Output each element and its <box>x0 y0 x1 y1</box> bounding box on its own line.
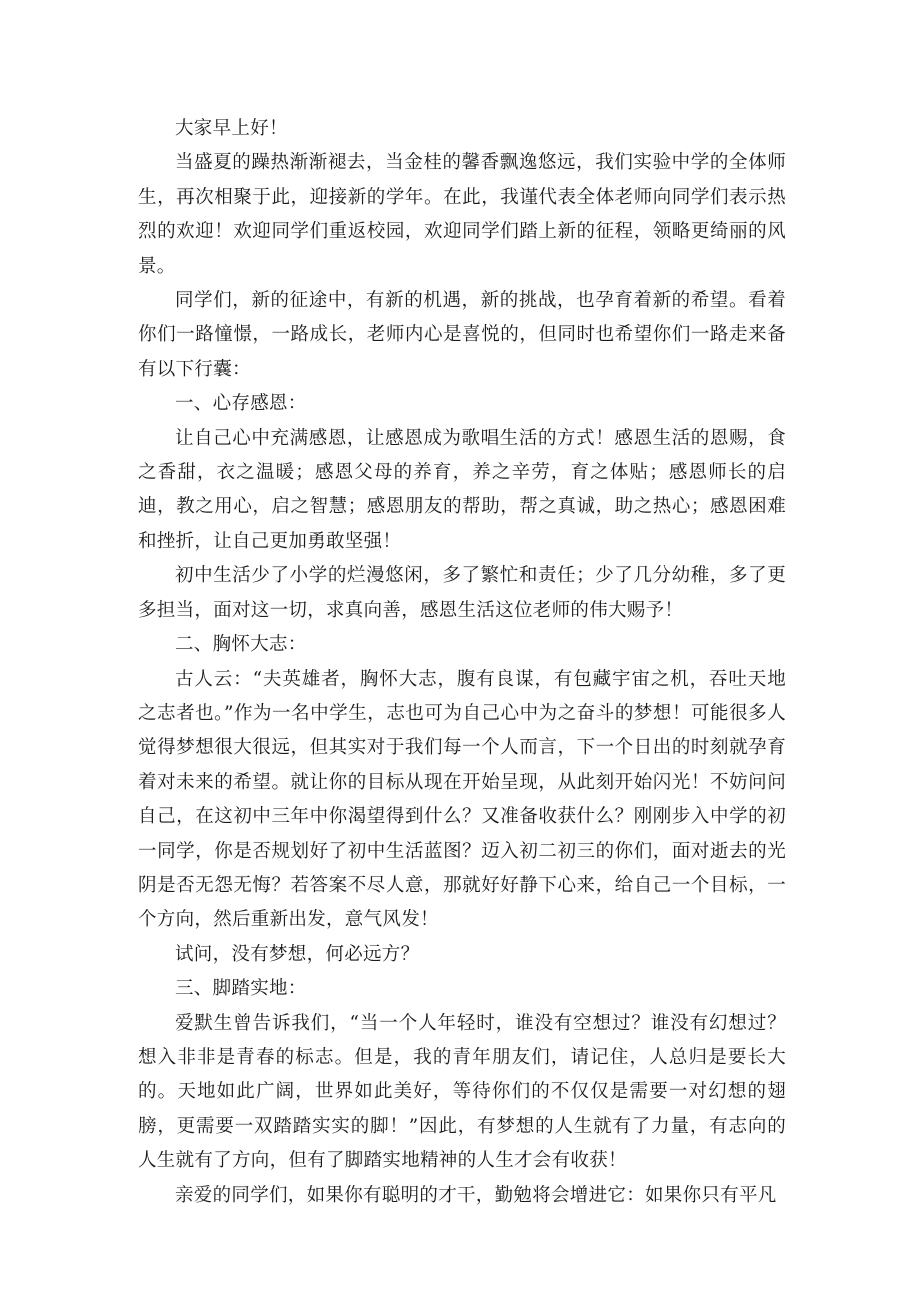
emerson-paragraph: 爱默生曾告诉我们，“当一个人年轻时，谁没有空想过？谁没有幻想过？想入非非是青春的标志。但是，我的青年朋友们，请记住，人总归是要长大的。天地如此广阔，世界如此美好，等待你们的不仅仅是需要一对幻想的翅膀，更需要一双踏踏实实的脚！”因此，有梦想的人生就有了力量，有志向的人生就有了方向，但有了脚踏实地精神的人生才会有收获！ <box>138 1012 786 1172</box>
closing-paragraph: 亲爱的同学们，如果你有聪明的才干，勤勉将会增进它：如果你只有平凡 <box>175 1184 777 1206</box>
intro-paragraph: 同学们，新的征途中，有新的机遇，新的挑战，也孕育着新的希望。看着你们一路憧憬，一路成长，老师内心是喜悦的，但同时也希望你们一路走来备有以下行囊： <box>138 290 786 380</box>
middle-school-life-paragraph: 初中生活少了小学的烂漫悠闲，多了繁忙和责任；少了几分幼稚，多了更多担当，面对这一切，求真向善，感恩生活这位老师的伟大赐予！ <box>138 565 786 621</box>
gratitude-paragraph: 让自己心中充满感恩，让感恩成为歌唱生活的方式！感恩生活的恩赐，食之香甜，衣之温暖；感恩父母的养育，养之辛劳，育之体贴；感恩师长的启迪，教之用心，启之智慧；感恩朋友的帮助，帮之真诚，助之热心；感恩困难和挫折，让自己更加勇敢坚强！ <box>138 427 786 552</box>
ambition-paragraph: 古人云：“夫英雄者，胸怀大志，腹有良谋，有包藏宇宙之机，吞吐天地之志者也。”作为一名中学生，志也可为自己心中为之奋斗的梦想！可能很多人觉得梦想很大很远，但其实对于我们每一个人而言，下一个日出的时刻就孕育着对未来的希望。就让你的目标从现在开始呈现，从此刻开始闪光！不妨问问自己，在这初中三年中你渴望得到什么？又准备收获什么？刚刚步入中学的初一同学，你是否规划好了初中生活蓝图？迈入初二初三的你们，面对逝去的光阴是否无怨无悔？若答案不尽人意，那就好好静下心来，给自己一个目标，一个方向，然后重新出发，意气风发！ <box>138 668 786 931</box>
section-heading-gratitude: 一、心存感恩： <box>175 393 307 415</box>
section-heading-ambition: 二、胸怀大志： <box>175 634 307 656</box>
greeting-paragraph: 大家早上好！ <box>175 118 288 139</box>
document-body <box>138 112 786 1213</box>
opening-paragraph: 当盛夏的躁热渐渐褪去，当金桂的馨香飘逸悠远，我们实验中学的全体师生，再次相聚于此，迎接新的学年。在此，我谨代表全体老师向同学们表示热烈的欢迎！欢迎同学们重返校园，欢迎同学们踏上新的征程，领略更绮丽的风景。 <box>138 152 786 277</box>
dream-question-paragraph: 试问，没有梦想，何必远方？ <box>175 943 420 965</box>
section-heading-down-to-earth: 三、脚踏实地： <box>175 978 307 1000</box>
